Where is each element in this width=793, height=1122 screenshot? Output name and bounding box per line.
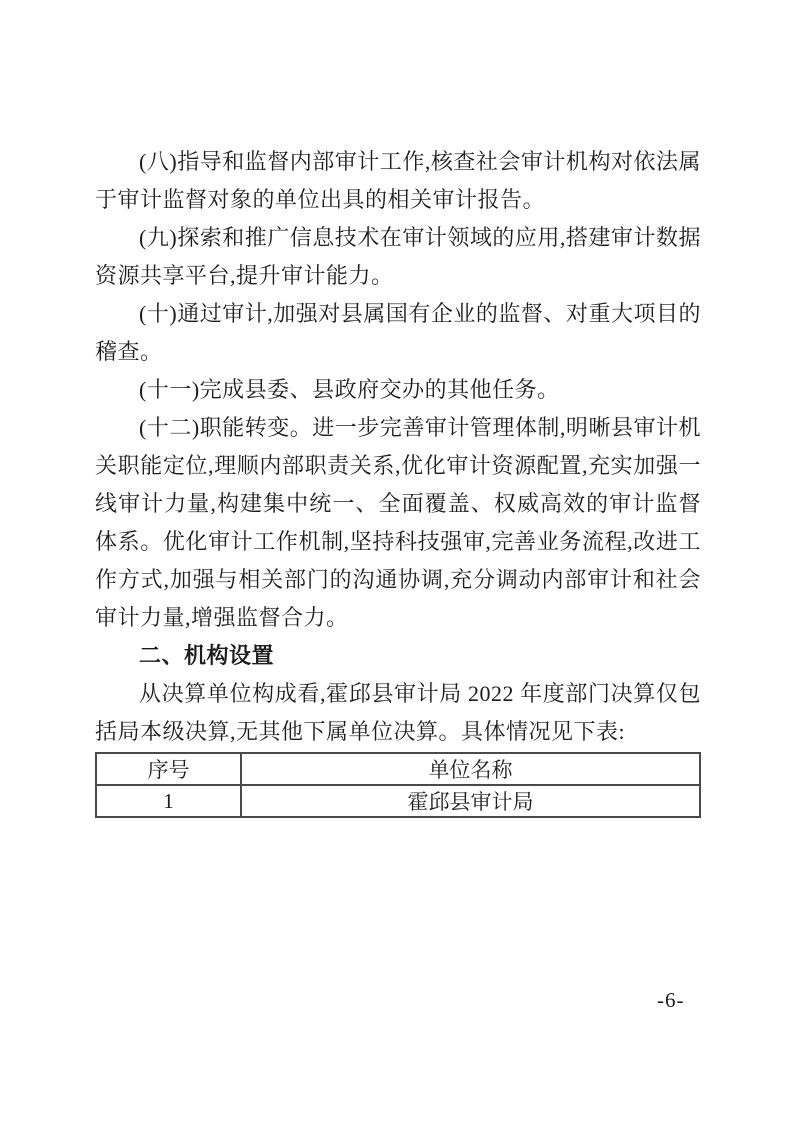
unit-table-cell-seq: 1 — [96, 785, 241, 817]
section-intro-paragraph: 从决算单位构成看,霍邱县审计局 2022 年度部门决算仅包括局本级决算,无其他下属单位决算。具体情况见下表: — [95, 681, 701, 744]
unit-table-cell-name: 霍邱县审计局 — [241, 785, 700, 817]
function-item-11: (十一)完成县委、县政府交办的其他任务。 — [139, 377, 560, 402]
function-item-9: (九)探索和推广信息技术在审计领域的应用,搭建审计数据资源共享平台,提升审计能力。 — [95, 225, 701, 288]
unit-table-header-seq: 序号 — [96, 753, 241, 785]
function-item-10: (十)通过审计,加强对县属国有企业的监督、对重大项目的稽查。 — [95, 301, 701, 364]
function-item-12: (十二)职能转变。进一步完善审计管理体制,明晰县审计机关职能定位,理顺内部职责关系,优化审计资源配置,充实加强一线审计力量,构建集中统一、全面覆盖、权威高效的审计监督体系。优化审计工作机制,坚持科技强审,完善业务流程,改进工作方式,加强与相关部门的沟通协调,充分调动内部审计和社会审计力量,增强监督合力。 — [95, 415, 701, 630]
function-item-8: (八)指导和监督内部审计工作,核查社会审计机构对依法属于审计监督对象的单位出具的相关审计报告。 — [95, 149, 701, 212]
table-row — [96, 785, 700, 817]
unit-table-header-row — [96, 753, 700, 785]
page-number: -6- — [657, 988, 685, 1012]
document-body — [95, 143, 701, 818]
unit-table — [95, 752, 701, 818]
unit-table-header-name: 单位名称 — [241, 753, 700, 785]
section-heading-org-setup: 二、机构设置 — [139, 643, 275, 668]
